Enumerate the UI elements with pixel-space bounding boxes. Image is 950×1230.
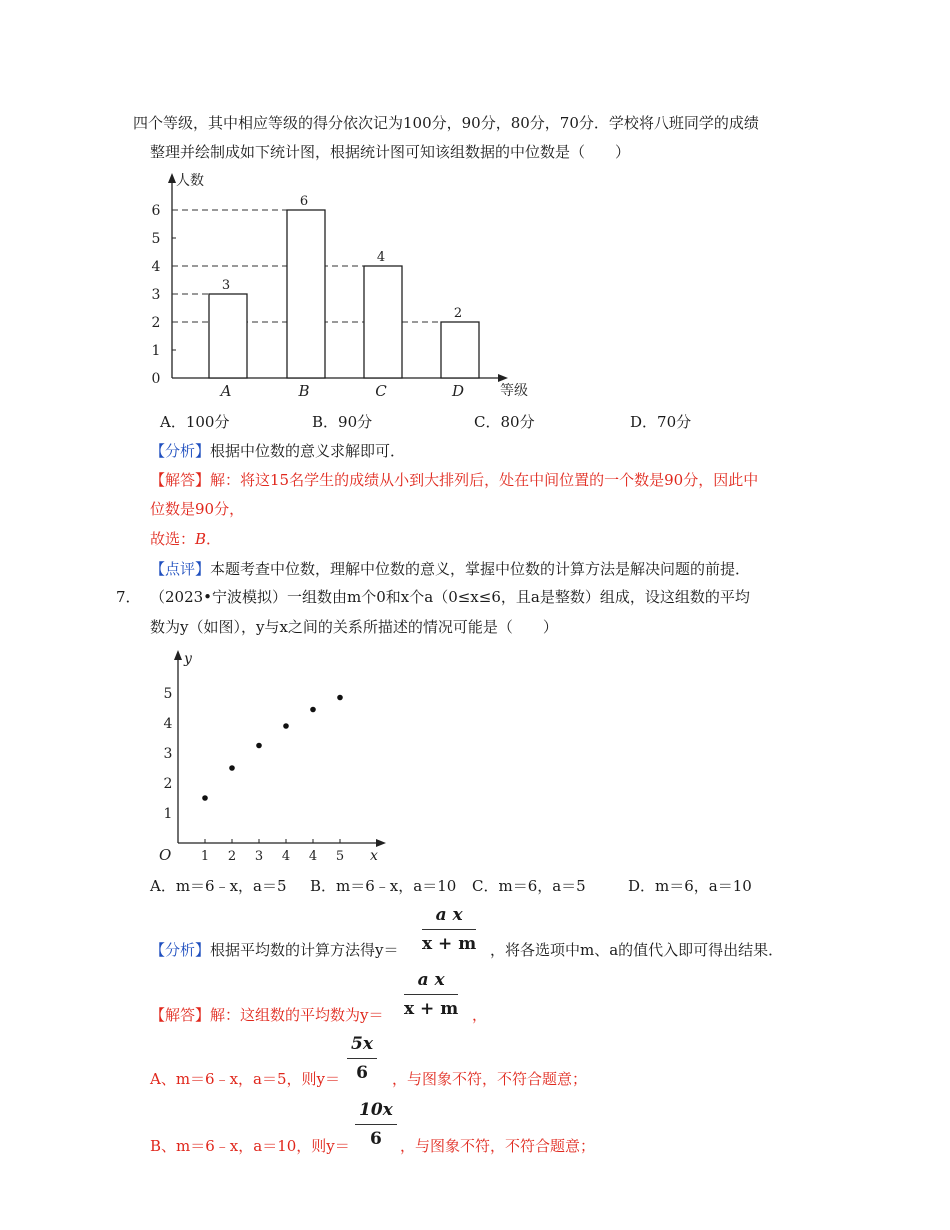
y-axis-title: y [184, 651, 192, 667]
bar-D [441, 322, 479, 378]
x-tick-label: 4 [308, 849, 318, 864]
q6-choice-letter: B [195, 530, 207, 548]
q7-analysis-tag: 【分析】 [150, 941, 211, 959]
scatter-point [256, 743, 262, 749]
q6-analysis [150, 440, 405, 462]
q6-comment-text: 本题考查中位数，理解中位数的意义，掌握中位数的计算方法是解决问题的前提． [210, 560, 751, 578]
scatter-point [337, 695, 343, 701]
q7-case-b: B、m＝6﹣x，a＝10，则y＝ [150, 1137, 350, 1155]
bar-data-label: 4 [376, 250, 386, 265]
q7-option-d: D．m＝6，a＝10 [628, 877, 752, 895]
scatter-point [202, 795, 208, 801]
x-axis-arrow [498, 374, 508, 382]
q7-case-a-post: ，与图象不符，不符合题意； [392, 1070, 588, 1088]
q7-answer-pre: 解：这组数的平均数为y＝ [210, 1006, 384, 1024]
y-tick-label: 2 [151, 315, 161, 331]
q7-analysis-fraction [422, 905, 476, 954]
q7-answer-post: ， [472, 1006, 488, 1024]
q6-answer-tag: 【解答】 [150, 471, 211, 489]
scatter-point [310, 707, 316, 713]
q7-option-a: A．m＝6﹣x，a＝5 [150, 877, 287, 895]
y-tick-label: 3 [163, 746, 173, 762]
q7-analysis-left [150, 939, 399, 961]
scatter-point [229, 765, 235, 771]
bar-A [209, 294, 247, 378]
fraction-denominator: x + m [404, 999, 459, 1019]
x-tick-label: 2 [227, 849, 237, 864]
bar-C [364, 266, 402, 378]
q6-option-c: C．80分 [474, 413, 535, 431]
q6-text-line1: 四个等级，其中相应等级的得分依次记为100分，90分，80分，70分．学校将八班同学的成绩 [133, 114, 759, 132]
q7-analysis-post: ，将各选项中m、a的值代入即可得出结果． [490, 941, 784, 959]
x-tick-label: A [220, 382, 232, 400]
fraction-denominator: x + m [422, 934, 477, 954]
q7-answer-tag: 【解答】 [150, 1006, 211, 1024]
y-tick-label: 6 [151, 203, 161, 219]
x-axis-title: 等级 [500, 383, 528, 399]
q6-option-a: A．100分 [160, 413, 230, 431]
q6-comment [150, 558, 750, 580]
q7-option-c: C．m＝6，a＝5 [472, 877, 586, 895]
y-tick-label: 3 [151, 287, 161, 303]
q7-text-line2: 数为y（如图），y与x之间的关系所描述的情况可能是（ ） [150, 618, 558, 636]
x-tick-label: C [375, 382, 387, 400]
x-axis-arrow [376, 839, 386, 847]
q7-answer-fraction [404, 970, 458, 1019]
q7-option-b: B．m＝6﹣x，a＝10 [310, 877, 457, 895]
y-tick-label: 5 [151, 231, 161, 247]
y-tick-label: 0 [151, 371, 161, 387]
q6-option-d: D．70分 [630, 413, 692, 431]
y-axis-title: 人数 [176, 173, 204, 189]
q6-answer-line1 [150, 469, 758, 491]
q7-text-line1: （2023•宁波模拟）一组数由m个0和x个a（0≤x≤6，且a是整数）组成，设这组数的平均 [150, 588, 750, 606]
bar-chart [130, 165, 550, 405]
q6-analysis-text: 根据中位数的意义求解即可． [210, 442, 406, 460]
fraction-denominator: 6 [369, 1129, 382, 1149]
fraction-numerator: a x [422, 905, 476, 930]
q7-number: 7． [116, 588, 141, 606]
q6-choice [150, 528, 221, 550]
q6-choice-prefix: 故选： [150, 530, 196, 548]
x-tick-label: B [298, 382, 310, 400]
q7-case-b-fraction [355, 1100, 397, 1149]
q6-text-line2: 整理并绘制成如下统计图，根据统计图可知该组数据的中位数是（ ） [150, 143, 631, 161]
x-tick-label: 5 [335, 849, 345, 864]
q6-analysis-tag: 【分析】 [150, 442, 211, 460]
x-tick-label: 4 [281, 849, 291, 864]
bar-data-label: 2 [453, 306, 463, 321]
scatter-chart [150, 645, 400, 870]
x-tick-label: D [451, 382, 465, 400]
y-tick-label: 1 [163, 806, 173, 822]
y-tick-label: 2 [163, 776, 173, 792]
bar-data-label: 3 [221, 278, 231, 293]
fraction-denominator: 6 [356, 1063, 368, 1083]
q6-answer-text-1: 解：将这15名学生的成绩从小到大排列后，处在中间位置的一个数是90分，因此中 [210, 471, 759, 489]
y-tick-label: 1 [151, 343, 161, 359]
q7-case-a-fraction [347, 1034, 377, 1083]
q6-comment-tag: 【点评】 [150, 560, 211, 578]
y-tick-label: 5 [163, 686, 173, 702]
x-tick-label: 1 [200, 849, 210, 864]
scatter-point [283, 723, 289, 729]
q6-choice-suffix: ． [206, 530, 222, 548]
x-axis-title: x [370, 848, 378, 864]
y-axis-arrow [168, 173, 176, 183]
y-tick-label: 4 [151, 259, 161, 275]
fraction-numerator: a x [404, 970, 458, 995]
y-tick-label: 4 [163, 716, 173, 732]
q7-case-b-post: ，与图象不符，不符合题意； [400, 1137, 596, 1155]
x-tick-label: 3 [254, 849, 264, 864]
q7-answer-left [150, 1004, 384, 1026]
fraction-numerator: 5x [347, 1034, 377, 1059]
q6-answer-line2: 位数是90分， [150, 500, 245, 518]
fraction-numerator: 10x [355, 1100, 397, 1125]
q6-option-b: B．90分 [312, 413, 373, 431]
q7-analysis-pre: 根据平均数的计算方法得y＝ [210, 941, 399, 959]
bar-B [287, 210, 325, 378]
q7-case-a: A、m＝6﹣x，a＝5，则y＝ [150, 1070, 341, 1088]
y-axis-arrow [174, 650, 182, 660]
bar-data-label: 6 [299, 194, 309, 209]
origin-label: O [159, 846, 172, 864]
